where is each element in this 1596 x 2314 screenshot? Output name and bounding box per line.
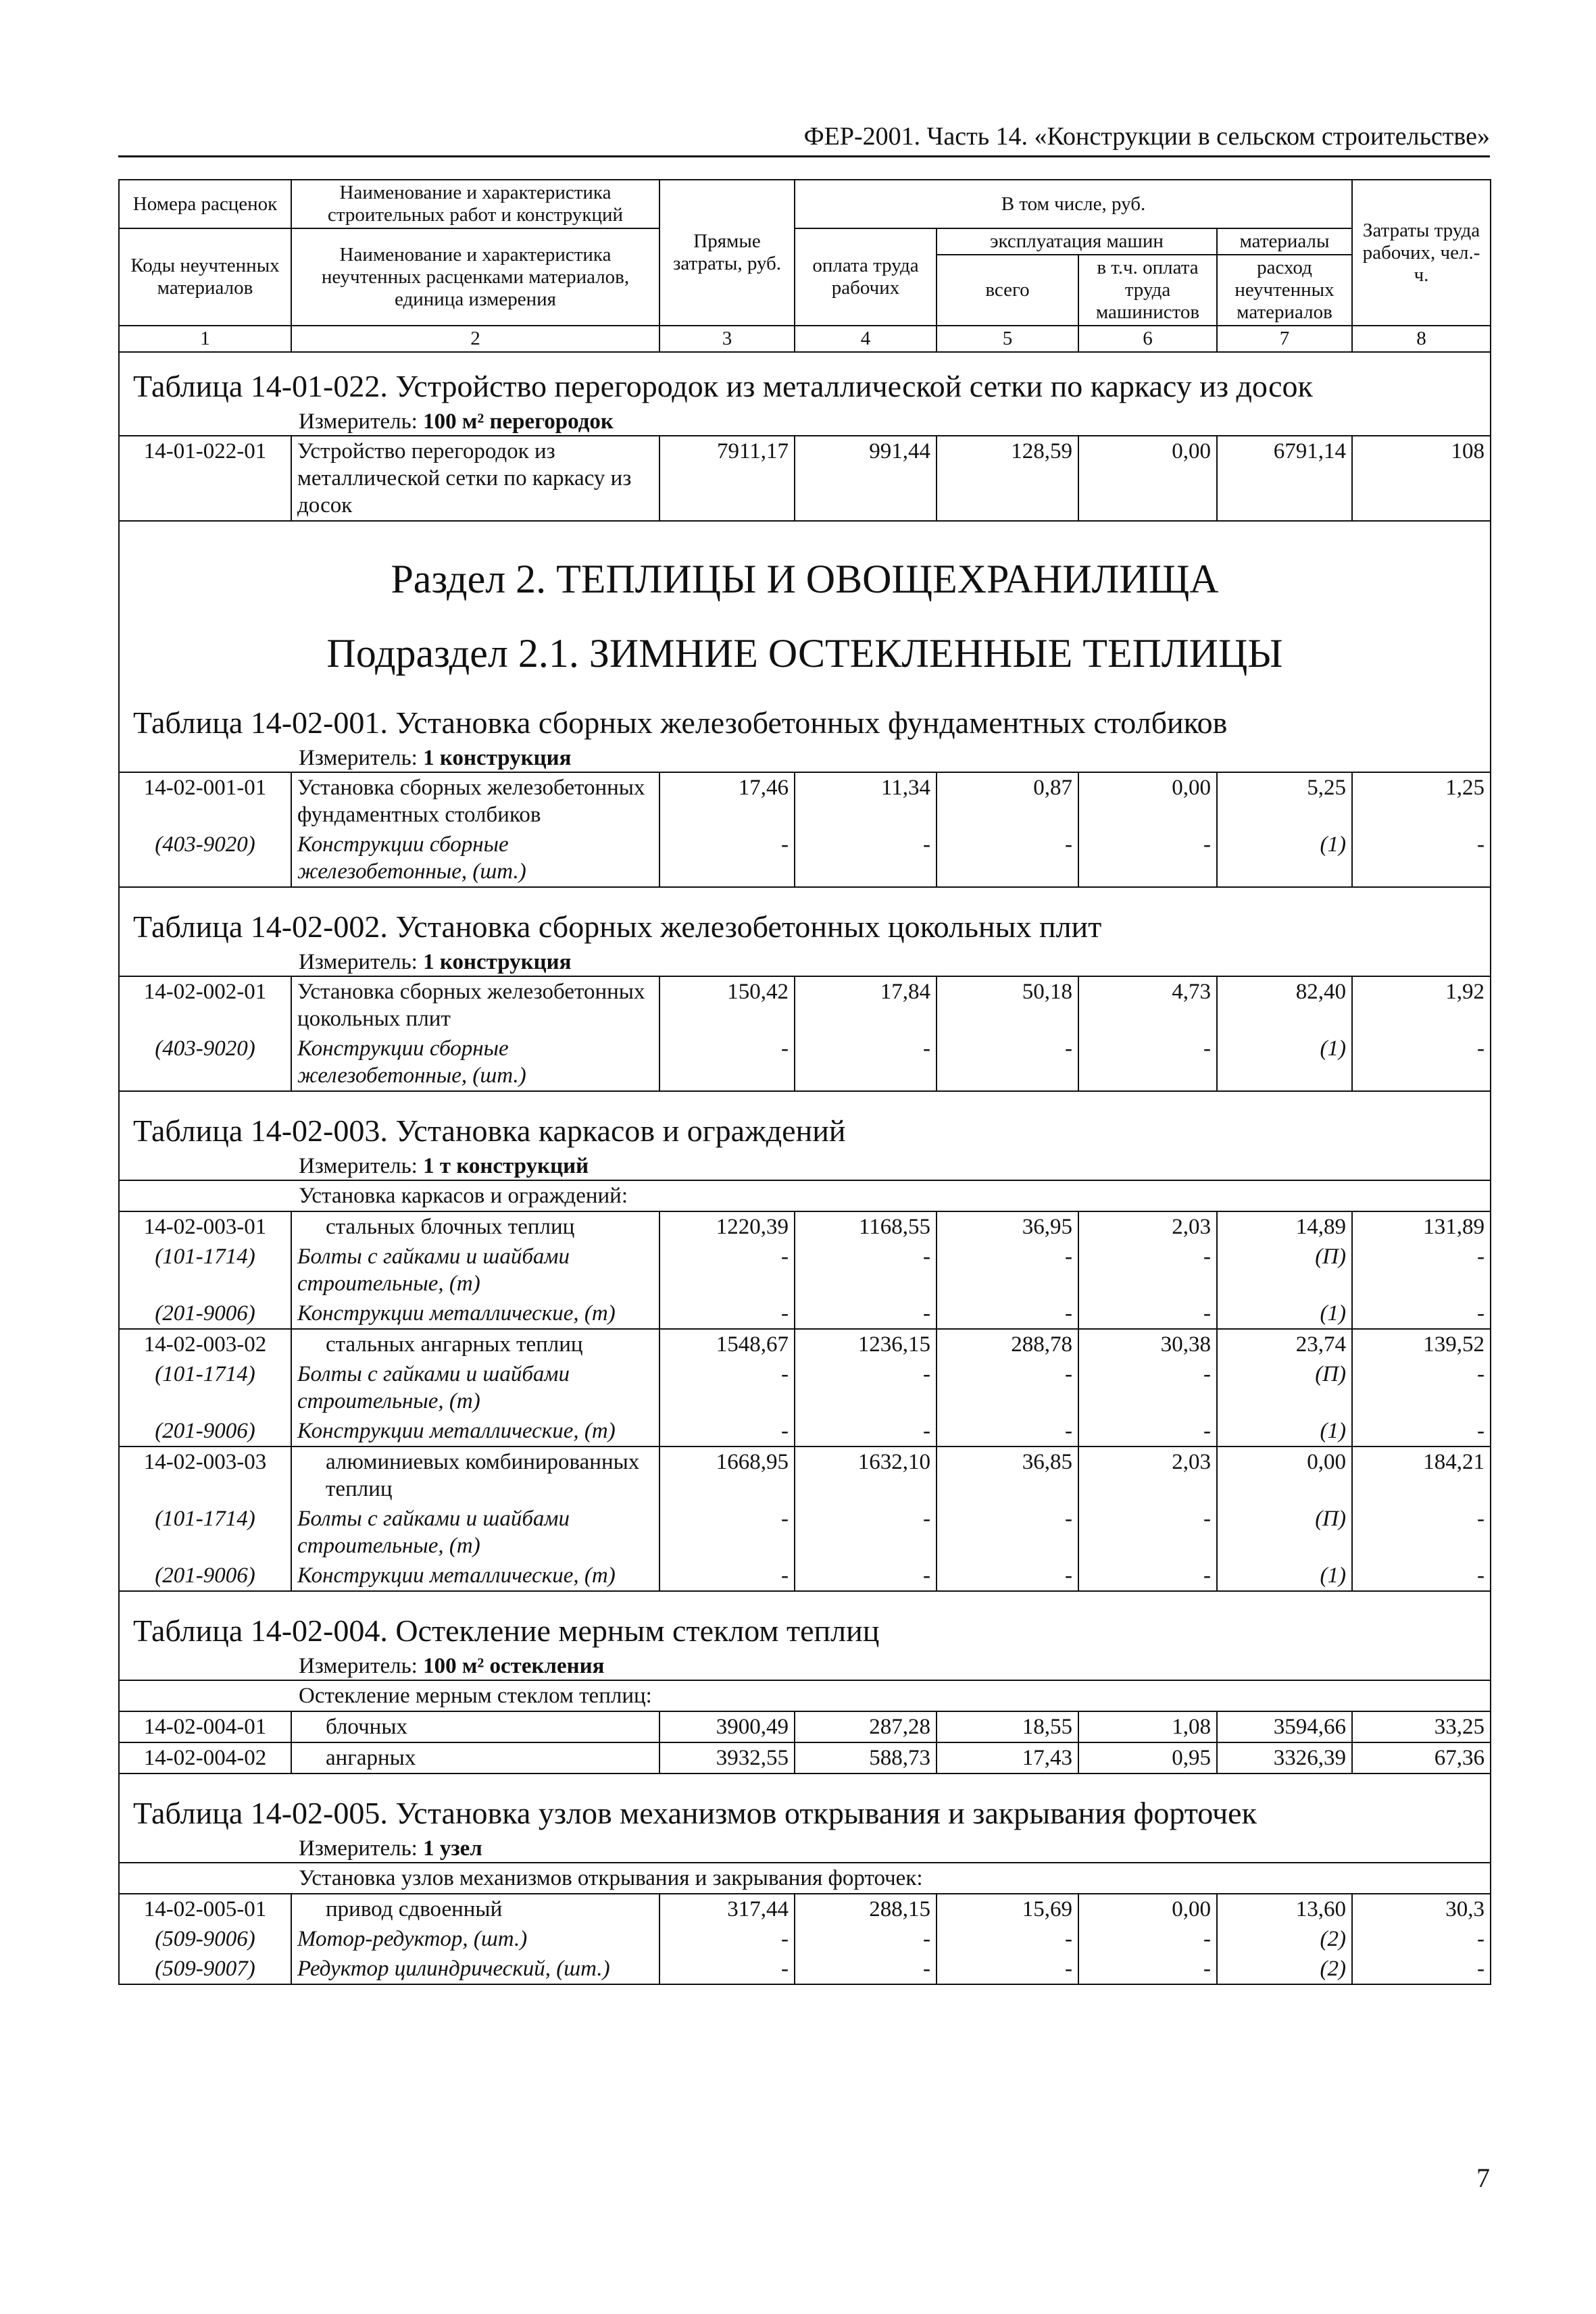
meter-line [119,405,1491,436]
col5-header: всего [937,255,1078,326]
group-subheading: Установка каркасов и ограждений: [119,1180,1491,1211]
direct-cost: 1668,95 [659,1447,795,1504]
machines-total: 36,95 [937,1211,1078,1242]
dash: - [659,1924,795,1954]
dash: - [659,1299,795,1329]
dash: - [937,1416,1078,1447]
meter-line [119,1832,1491,1863]
material-qty: (П) [1217,1504,1352,1561]
table-title: Таблица 14-02-002. Установка сборных железобетонных цокольных плит [119,887,1491,946]
rate-name: стальных ангарных теплиц [291,1329,659,1359]
table-row [119,1447,1491,1504]
dash: - [659,1561,795,1591]
table-row [119,772,1491,830]
dash: - [795,1924,937,1954]
labor-hours: 131,89 [1352,1211,1491,1242]
meter-label: Измеритель: [299,1836,418,1861]
column-numbers [119,326,1491,352]
rate-code: 14-02-003-02 [119,1329,291,1359]
machines-total: 50,18 [937,976,1078,1034]
col2-top: Наименование и характеристика строительных работ и конструкций [291,180,659,228]
dash: - [1352,1924,1491,1954]
header-row-1 [119,180,1491,228]
dash: - [1352,1299,1491,1329]
col-num: 2 [291,326,659,352]
labor-pay: 1236,15 [795,1329,937,1359]
meter-label: Измеритель: [299,1154,418,1178]
machinists-pay: 0,00 [1078,1894,1217,1924]
dash: - [795,830,937,887]
material-qty: (П) [1217,1359,1352,1416]
table-title: Таблица 14-02-003. Установка каркасов и ограждений [119,1091,1491,1150]
material-row [119,1416,1491,1447]
direct-cost: 17,46 [659,772,795,830]
rate-code: 14-02-004-01 [119,1711,291,1742]
direct-cost: 3900,49 [659,1711,795,1742]
dash: - [795,1416,937,1447]
dash: - [937,830,1078,887]
machinists-pay: 2,03 [1078,1447,1217,1504]
rate-code: 14-01-022-01 [119,436,291,521]
materials-cost: 6791,14 [1217,436,1352,521]
dash: - [937,1359,1078,1416]
labor-hours: 30,3 [1352,1894,1491,1924]
materials-cost: 3594,66 [1217,1711,1352,1742]
rate-code: 14-02-003-01 [119,1211,291,1242]
rates-table [118,179,1491,1985]
material-code: (101-1714) [119,1242,291,1299]
material-name: Конструкции металлические, (т) [291,1299,659,1329]
material-row [119,1242,1491,1299]
dash: - [795,1034,937,1091]
machines-total: 288,78 [937,1329,1078,1359]
meter-label: Измеритель: [299,950,418,974]
meter-line [119,1650,1491,1680]
materials-cost: 13,60 [1217,1894,1352,1924]
labor-pay: 1168,55 [795,1211,937,1242]
page-number: 7 [1476,2163,1490,2193]
material-name: Болты с гайками и шайбами строительные, (т) [291,1359,659,1416]
col-num: 1 [119,326,291,352]
rate-name: ангарных [291,1742,659,1774]
material-code: (509-9006) [119,1924,291,1954]
materials-cost: 3326,39 [1217,1742,1352,1774]
dash: - [795,1299,937,1329]
dash: - [1352,1034,1491,1091]
col-num: 3 [659,326,795,352]
direct-cost: 1220,39 [659,1211,795,1242]
dash: - [937,1504,1078,1561]
dash: - [1352,1561,1491,1591]
dash: - [937,1561,1078,1591]
labor-pay: 588,73 [795,1742,937,1774]
dash: - [937,1954,1078,1984]
machinists-pay: 4,73 [1078,976,1217,1034]
material-name: Болты с гайками и шайбами строительные, (т) [291,1242,659,1299]
dash: - [1078,1954,1217,1984]
material-qty: (1) [1217,1416,1352,1447]
machinists-pay: 0,95 [1078,1742,1217,1774]
col-num: 5 [937,326,1078,352]
machines-total: 17,43 [937,1742,1078,1774]
dash: - [659,1504,795,1561]
meter-label: Измеритель: [299,1654,418,1678]
material-code: (101-1714) [119,1359,291,1416]
material-code: (201-9006) [119,1416,291,1447]
meter-unit: 1 конструкция [423,746,572,770]
labor-hours: 67,36 [1352,1742,1491,1774]
meter-line [119,742,1491,772]
labor-hours: 1,25 [1352,772,1491,830]
material-row [119,1504,1491,1561]
material-name: Мотор-редуктор, (шт.) [291,1924,659,1954]
rate-code: 14-02-005-01 [119,1894,291,1924]
meter-line [119,1150,1491,1180]
materials-cost: 82,40 [1217,976,1352,1034]
col3-header: Прямые затраты, руб. [659,180,795,326]
dash: - [937,1299,1078,1329]
dash: - [1078,1359,1217,1416]
material-qty: (1) [1217,1299,1352,1329]
dash: - [1078,1504,1217,1561]
dash: - [795,1359,937,1416]
col-num: 4 [795,326,937,352]
meter-unit: 100 м² перегородок [423,409,614,434]
dash: - [1352,1504,1491,1561]
col8-header: Затраты труда рабочих, чел.-ч. [1352,180,1491,326]
materials-header: материалы [1217,228,1352,255]
dash: - [659,1034,795,1091]
material-code: (403-9020) [119,1034,291,1091]
material-row [119,1954,1491,1984]
group-header: В том числе, руб. [795,180,1352,228]
material-row [119,830,1491,887]
machines-total: 128,59 [937,436,1078,521]
dash: - [659,1242,795,1299]
dash: - [1352,1416,1491,1447]
table-title: Таблица 14-01-022. Устройство перегородок из металлической сетки по каркасу из досок [119,352,1491,405]
direct-cost: 150,42 [659,976,795,1034]
col4-header: оплата труда рабочих [795,228,937,326]
dash: - [659,1416,795,1447]
material-name: Редуктор цилиндрический, (шт.) [291,1954,659,1984]
materials-cost: 5,25 [1217,772,1352,830]
meter-unit: 1 т конструкций [423,1154,589,1178]
material-row [119,1299,1491,1329]
machines-header: эксплуатация машин [937,228,1217,255]
materials-cost: 14,89 [1217,1211,1352,1242]
labor-pay: 11,34 [795,772,937,830]
machines-total: 18,55 [937,1711,1078,1742]
material-code: (403-9020) [119,830,291,887]
meter-line [119,946,1491,976]
rate-name: Устройство перегородок из металлической сетки по каркасу из досок [291,436,659,521]
material-qty: (1) [1217,1034,1352,1091]
dash: - [1078,1299,1217,1329]
group-subheading: Остекление мерным стеклом теплиц: [119,1680,1491,1711]
dash: - [795,1561,937,1591]
dash: - [1352,1954,1491,1984]
labor-hours: 139,52 [1352,1329,1491,1359]
dash: - [795,1954,937,1984]
materials-cost: 23,74 [1217,1329,1352,1359]
dash: - [659,1954,795,1984]
material-code: (101-1714) [119,1504,291,1561]
material-row [119,1924,1491,1954]
material-row [119,1034,1491,1091]
material-name: Конструкции металлические, (т) [291,1416,659,1447]
dash: - [795,1504,937,1561]
dash: - [1078,1924,1217,1954]
table-title: Таблица 14-02-004. Остекление мерным стеклом теплиц [119,1591,1491,1650]
group-subheading: Установка узлов механизмов открывания и закрывания форточек: [119,1863,1491,1894]
machinists-pay: 0,00 [1078,436,1217,521]
rate-name: привод сдвоенный [291,1894,659,1924]
subsection-title: Подраздел 2.1. ЗИМНИЕ ОСТЕКЛЕННЫЕ ТЕПЛИЦЫ [119,603,1491,677]
direct-cost: 317,44 [659,1894,795,1924]
labor-hours: 1,92 [1352,976,1491,1034]
rate-name: Установка сборных железобетонных цокольных плит [291,976,659,1034]
rate-code: 14-02-001-01 [119,772,291,830]
machinists-pay: 1,08 [1078,1711,1217,1742]
rate-code: 14-02-002-01 [119,976,291,1034]
machinists-pay: 2,03 [1078,1211,1217,1242]
material-qty: (П) [1217,1242,1352,1299]
col1-bottom: Коды неучтенных материалов [119,228,291,326]
material-code: (509-9007) [119,1954,291,1984]
rate-name: блочных [291,1711,659,1742]
dash: - [1352,1359,1491,1416]
direct-cost: 7911,17 [659,436,795,521]
machines-total: 0,87 [937,772,1078,830]
col-num: 8 [1352,326,1491,352]
labor-hours: 184,21 [1352,1447,1491,1504]
material-code: (201-9006) [119,1561,291,1591]
material-name: Конструкции металлические, (т) [291,1561,659,1591]
labor-pay: 991,44 [795,436,937,521]
header-row-2 [119,228,1491,255]
dash: - [1078,1561,1217,1591]
page-header: ФЕР-2001. Часть 14. «Конструкции в сельском строительстве» [118,122,1490,157]
col-num: 6 [1078,326,1217,352]
dash: - [659,1359,795,1416]
table-row [119,1329,1491,1359]
labor-hours: 108 [1352,436,1491,521]
labor-pay: 1632,10 [795,1447,937,1504]
materials-cost: 0,00 [1217,1447,1352,1504]
dash: - [1352,1242,1491,1299]
meter-label: Измеритель: [299,409,418,434]
material-row [119,1359,1491,1416]
meter-label: Измеритель: [299,746,418,770]
material-qty: (1) [1217,1561,1352,1591]
table-title: Таблица 14-02-005. Установка узлов механизмов открывания и закрывания форточек [119,1774,1491,1832]
dash: - [1352,830,1491,887]
col-num: 7 [1217,326,1352,352]
machines-total: 36,85 [937,1447,1078,1504]
dash: - [1078,1242,1217,1299]
col2-bottom: Наименование и характеристика неучтенных расценками материалов, единица измерения [291,228,659,326]
material-name: Болты с гайками и шайбами строительные, (т) [291,1504,659,1561]
dash: - [937,1242,1078,1299]
col6-header: в т.ч. оплата труда машинистов [1078,255,1217,326]
labor-hours: 33,25 [1352,1711,1491,1742]
material-name: Конструкции сборные железобетонные, (шт.) [291,1034,659,1091]
material-qty: (1) [1217,830,1352,887]
material-qty: (2) [1217,1924,1352,1954]
direct-cost: 3932,55 [659,1742,795,1774]
col7-header: расход неучтенных материалов [1217,255,1352,326]
meter-unit: 1 узел [423,1836,482,1861]
material-row [119,1561,1491,1591]
table-row [119,976,1491,1034]
machinists-pay: 0,00 [1078,772,1217,830]
material-qty: (2) [1217,1954,1352,1984]
machinists-pay: 30,38 [1078,1329,1217,1359]
rate-code: 14-02-004-02 [119,1742,291,1774]
machines-total: 15,69 [937,1894,1078,1924]
table-title: Таблица 14-02-001. Установка сборных железобетонных фундаментных столбиков [119,677,1491,742]
rate-name: стальных блочных теплиц [291,1211,659,1242]
dash: - [937,1924,1078,1954]
labor-pay: 287,28 [795,1711,937,1742]
table-row [119,436,1491,521]
rate-name: алюминиевых комбинированных теплиц [291,1447,659,1504]
labor-pay: 17,84 [795,976,937,1034]
dash: - [659,830,795,887]
direct-cost: 1548,67 [659,1329,795,1359]
dash: - [1078,1416,1217,1447]
dash: - [795,1242,937,1299]
table-row [119,1211,1491,1242]
table-row [119,1742,1491,1774]
dash: - [1078,1034,1217,1091]
table-row [119,1711,1491,1742]
table-row [119,1894,1491,1924]
material-code: (201-9006) [119,1299,291,1329]
labor-pay: 288,15 [795,1894,937,1924]
dash: - [1078,830,1217,887]
dash: - [937,1034,1078,1091]
meter-unit: 100 м² остекления [423,1654,605,1678]
rate-name: Установка сборных железобетонных фундаментных столбиков [291,772,659,830]
meter-unit: 1 конструкция [423,950,572,974]
section-title: Раздел 2. ТЕПЛИЦЫ И ОВОЩЕХРАНИЛИЩА [119,521,1491,603]
rate-code: 14-02-003-03 [119,1447,291,1504]
material-name: Конструкции сборные железобетонные, (шт.) [291,830,659,887]
col1-top: Номера расценок [119,180,291,228]
